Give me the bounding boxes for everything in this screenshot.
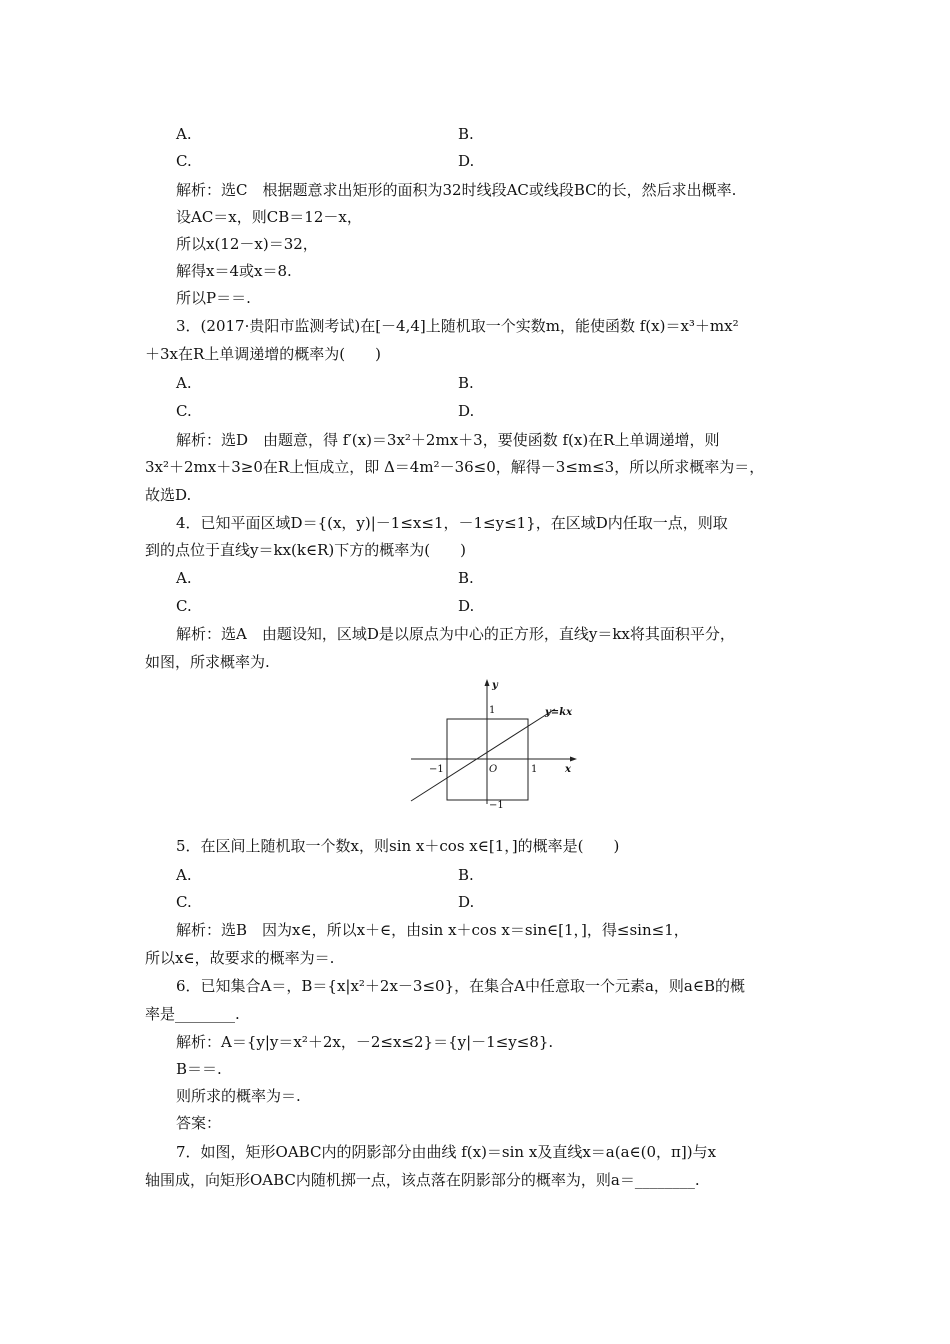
text-line: B＝＝. — [176, 1060, 222, 1078]
text-line: C. — [176, 597, 192, 615]
origin-label: O — [489, 764, 498, 775]
text-line: B. — [458, 569, 474, 587]
text-line: 答案： — [176, 1114, 222, 1132]
text-line: A. — [176, 569, 192, 587]
tick-label-x-neg: −1 — [429, 764, 444, 775]
text-line: A. — [176, 866, 192, 884]
text-line: 所以x∈，故要求的概率为＝. — [145, 949, 335, 967]
text-line: A. — [176, 125, 192, 143]
y-axis-label: y — [492, 680, 498, 691]
text-line: 3．(2017·贵阳市监测考试)在[－4,4]上随机取一个实数m，能使函数 f(x)＝x³＋mx² — [176, 317, 739, 335]
text-line: 轴围成，向矩形OABC内随机掷一点，该点落在阴影部分的概率为，则a＝________. — [145, 1171, 700, 1189]
text-line: 3x²＋2mx＋3≥0在R上恒成立，即 Δ＝4m²－36≤0，解得－3≤m≤3，所以所求概率为＝， — [145, 458, 765, 476]
text-line: C. — [176, 402, 192, 420]
text-line: 5．在区间上随机取一个数x，则sin x＋cos x∈[1，]的概率是( ) — [176, 837, 620, 855]
text-line: 解得x＝4或x＝8. — [176, 262, 292, 280]
text-line: C. — [176, 893, 192, 911]
text-line: C. — [176, 152, 192, 170]
text-line: D. — [458, 152, 475, 170]
text-line: 解析：选B 因为x∈，所以x＋∈，由sin x＋cos x＝sin∈[1，]，得≤sin≤1， — [176, 921, 689, 939]
text-line: 6．已知集合A＝，B＝{x|x²＋2x－3≤0}，在集合A中任意取一个元素a，则a∈B的概 — [176, 977, 745, 995]
text-line: 解析：选A 由题设知，区域D是以原点为中心的正方形，直线y＝kx将其面积平分， — [176, 625, 735, 643]
text-line: A. — [176, 374, 192, 392]
y-axis-arrow — [485, 679, 490, 686]
text-line: 4．已知平面区域D＝{(x，y)|－1≤x≤1，－1≤y≤1}，在区域D内任取一点，则取 — [176, 514, 728, 532]
text-line: 设AC＝x，则CB＝12－x， — [176, 208, 362, 226]
text-line: 则所求的概率为＝. — [176, 1087, 301, 1105]
tick-label-y-neg: −1 — [489, 800, 504, 808]
text-line: D. — [458, 402, 475, 420]
square-region-figure — [405, 676, 585, 808]
text-line: D. — [458, 597, 475, 615]
text-line: 到的点位于直线y＝kx(k∈R)下方的概率为( ) — [145, 541, 466, 559]
text-line: D. — [458, 893, 475, 911]
text-line: B. — [458, 125, 474, 143]
line-y-kx — [411, 709, 555, 801]
text-line: 率是________. — [145, 1005, 240, 1023]
text-line: 所以x(12－x)＝32， — [176, 235, 318, 253]
text-line: 故选D. — [145, 486, 192, 504]
x-axis-arrow — [570, 757, 577, 762]
text-line: 如图，所求概率为. — [145, 653, 270, 671]
text-line: B. — [458, 866, 474, 884]
text-line: 7．如图，矩形OABC内的阴影部分由曲线 f(x)＝sin x及直线x＝a(a∈(0，π])与x — [176, 1143, 717, 1161]
line-label: y=kx — [545, 707, 573, 718]
text-line: 所以P＝＝. — [176, 289, 251, 307]
tick-label-x-pos: 1 — [531, 764, 538, 775]
x-axis-label: x — [565, 764, 571, 775]
text-line: 解析：选D 由题意，得 f′(x)＝3x²＋2mx＋3，要使函数 f(x)在R上单调递增，则 — [176, 431, 720, 449]
text-line: ＋3x在R上单调递增的概率为( ) — [145, 345, 382, 363]
text-line: 解析：A＝{y|y＝x²＋2x，－2≤x≤2}＝{y|－1≤y≤8}. — [176, 1033, 554, 1051]
text-line: 解析：选C 根据题意求出矩形的面积为32时线段AC或线段BC的长，然后求出概率. — [176, 181, 737, 199]
text-line: B. — [458, 374, 474, 392]
tick-label-y-pos: 1 — [489, 705, 496, 716]
